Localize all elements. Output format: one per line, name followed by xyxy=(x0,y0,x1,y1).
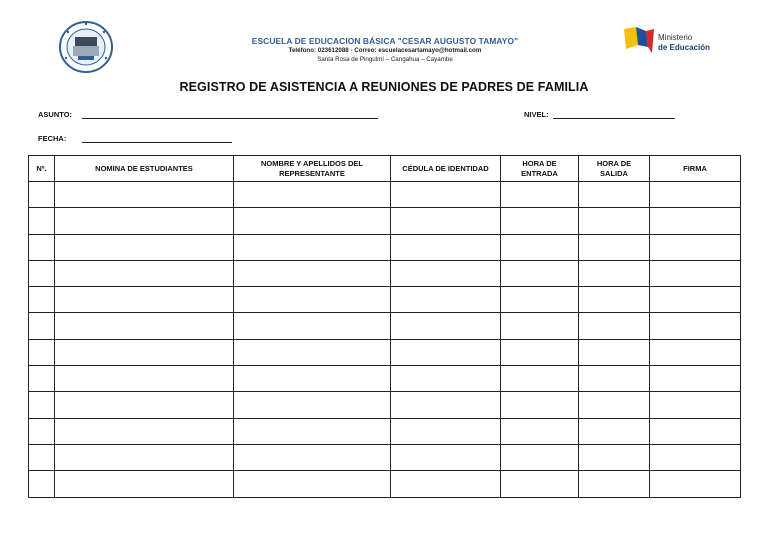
table-row xyxy=(29,182,741,208)
table-row xyxy=(29,392,741,418)
table-cell[interactable] xyxy=(650,287,741,313)
table-cell[interactable] xyxy=(29,260,55,286)
table-cell[interactable] xyxy=(234,471,391,497)
table-cell[interactable] xyxy=(55,234,234,260)
school-contact: Teléfono: 023612088 - Correo: escuelacesartamayo@hotmail.com xyxy=(288,47,482,54)
table-cell[interactable] xyxy=(501,208,579,234)
table-cell[interactable] xyxy=(234,208,391,234)
table-cell[interactable] xyxy=(391,234,501,260)
table-row xyxy=(29,287,741,313)
table-cell[interactable] xyxy=(29,208,55,234)
ministry-line-1: Ministerio xyxy=(658,33,693,42)
table-cell[interactable] xyxy=(29,313,55,339)
table-cell[interactable] xyxy=(234,418,391,444)
table-cell[interactable] xyxy=(579,234,650,260)
ministry-logo xyxy=(624,27,724,55)
document-title: REGISTRO DE ASISTENCIA A REUNIONES DE PADRES DE FAMILIA xyxy=(179,80,589,94)
table-cell[interactable] xyxy=(501,260,579,286)
header-id-card: CÉDULA DE IDENTIDAD xyxy=(391,156,501,182)
table-header-row xyxy=(29,156,741,182)
table-cell[interactable] xyxy=(29,471,55,497)
table-cell[interactable] xyxy=(501,366,579,392)
table-cell[interactable] xyxy=(650,234,741,260)
fecha-label: FECHA: xyxy=(38,134,67,143)
table-cell[interactable] xyxy=(501,287,579,313)
table-cell[interactable] xyxy=(650,392,741,418)
ministry-flag-icon xyxy=(624,27,654,53)
table-cell[interactable] xyxy=(579,444,650,470)
table-cell[interactable] xyxy=(501,234,579,260)
table-cell[interactable] xyxy=(29,366,55,392)
table-cell[interactable] xyxy=(55,471,234,497)
ministry-line-2: de Educación xyxy=(658,43,711,52)
header-entry-time: HORA DE ENTRADA xyxy=(501,156,579,182)
table-cell[interactable] xyxy=(391,260,501,286)
table-cell[interactable] xyxy=(234,444,391,470)
table-cell[interactable] xyxy=(234,339,391,365)
table-cell[interactable] xyxy=(29,392,55,418)
table-cell[interactable] xyxy=(29,234,55,260)
table-row xyxy=(29,471,741,497)
header-representative: NOMBRE Y APELLIDOS DEL REPRESENTANTE xyxy=(234,156,391,182)
table-cell[interactable] xyxy=(391,287,501,313)
school-address: Santa Rosa de Pingulmí – Cangahua – Cayambe xyxy=(317,56,453,63)
header-exit-time: HORA DE SALIDA xyxy=(579,156,650,182)
table-cell[interactable] xyxy=(501,418,579,444)
table-row xyxy=(29,208,741,234)
table-cell[interactable] xyxy=(579,313,650,339)
table-cell[interactable] xyxy=(234,313,391,339)
table-cell[interactable] xyxy=(501,444,579,470)
fecha-line[interactable] xyxy=(82,142,232,143)
school-name: ESCUELA DE EDUCACION BÁSICA "CESAR AUGUSTO TAMAYO" xyxy=(251,36,519,46)
table-cell[interactable] xyxy=(501,392,579,418)
table-cell[interactable] xyxy=(579,260,650,286)
table-row xyxy=(29,234,741,260)
table-cell[interactable] xyxy=(55,444,234,470)
table-cell[interactable] xyxy=(55,208,234,234)
table-cell[interactable] xyxy=(234,392,391,418)
table-cell[interactable] xyxy=(391,182,501,208)
school-header xyxy=(210,36,560,64)
table-row xyxy=(29,260,741,286)
asunto-line[interactable] xyxy=(82,118,378,119)
table-cell[interactable] xyxy=(55,313,234,339)
table-cell[interactable] xyxy=(234,234,391,260)
table-cell[interactable] xyxy=(55,182,234,208)
header-signature: FIRMA xyxy=(650,156,741,182)
table-cell[interactable] xyxy=(650,366,741,392)
table-cell[interactable] xyxy=(650,313,741,339)
table-cell[interactable] xyxy=(579,392,650,418)
nivel-line[interactable] xyxy=(553,118,675,119)
table-cell[interactable] xyxy=(391,471,501,497)
table-cell[interactable] xyxy=(55,392,234,418)
table-cell[interactable] xyxy=(579,339,650,365)
table-cell[interactable] xyxy=(55,339,234,365)
table-row xyxy=(29,418,741,444)
table-cell[interactable] xyxy=(234,366,391,392)
table-cell[interactable] xyxy=(55,366,234,392)
table-cell[interactable] xyxy=(579,366,650,392)
table-cell[interactable] xyxy=(391,366,501,392)
table-cell[interactable] xyxy=(29,418,55,444)
table-cell[interactable] xyxy=(234,287,391,313)
table-cell[interactable] xyxy=(234,182,391,208)
table-cell[interactable] xyxy=(391,313,501,339)
table-cell[interactable] xyxy=(29,182,55,208)
table-cell[interactable] xyxy=(55,287,234,313)
header-student-list: NOMINA DE ESTUDIANTES xyxy=(55,156,234,182)
table-cell[interactable] xyxy=(650,444,741,470)
table-cell[interactable] xyxy=(391,418,501,444)
table-row xyxy=(29,366,741,392)
table-cell[interactable] xyxy=(650,182,741,208)
table-cell[interactable] xyxy=(579,182,650,208)
table-cell[interactable] xyxy=(501,339,579,365)
table-cell[interactable] xyxy=(579,208,650,234)
table-cell[interactable] xyxy=(579,418,650,444)
table-cell[interactable] xyxy=(234,260,391,286)
nivel-label: NIVEL: xyxy=(524,110,549,119)
table-cell[interactable] xyxy=(501,313,579,339)
table-cell[interactable] xyxy=(650,260,741,286)
table-cell[interactable] xyxy=(579,471,650,497)
table-cell[interactable] xyxy=(391,208,501,234)
asunto-label: ASUNTO: xyxy=(38,110,73,119)
table-cell[interactable] xyxy=(501,182,579,208)
table-cell[interactable] xyxy=(29,287,55,313)
table-row xyxy=(29,444,741,470)
table-cell[interactable] xyxy=(650,208,741,234)
table-cell[interactable] xyxy=(29,444,55,470)
table-body xyxy=(29,182,741,498)
attendance-table xyxy=(28,155,741,498)
table-row xyxy=(29,339,741,365)
table-cell[interactable] xyxy=(391,339,501,365)
table-row xyxy=(29,313,741,339)
header-number: Nº. xyxy=(29,156,55,182)
table-cell[interactable] xyxy=(55,260,234,286)
table-cell[interactable] xyxy=(55,418,234,444)
table-cell[interactable] xyxy=(650,339,741,365)
table-cell[interactable] xyxy=(391,392,501,418)
table-cell[interactable] xyxy=(650,418,741,444)
table-cell[interactable] xyxy=(579,287,650,313)
school-seal-logo xyxy=(58,20,114,74)
table-cell[interactable] xyxy=(391,444,501,470)
table-cell[interactable] xyxy=(29,339,55,365)
table-cell[interactable] xyxy=(501,471,579,497)
table-cell[interactable] xyxy=(650,471,741,497)
